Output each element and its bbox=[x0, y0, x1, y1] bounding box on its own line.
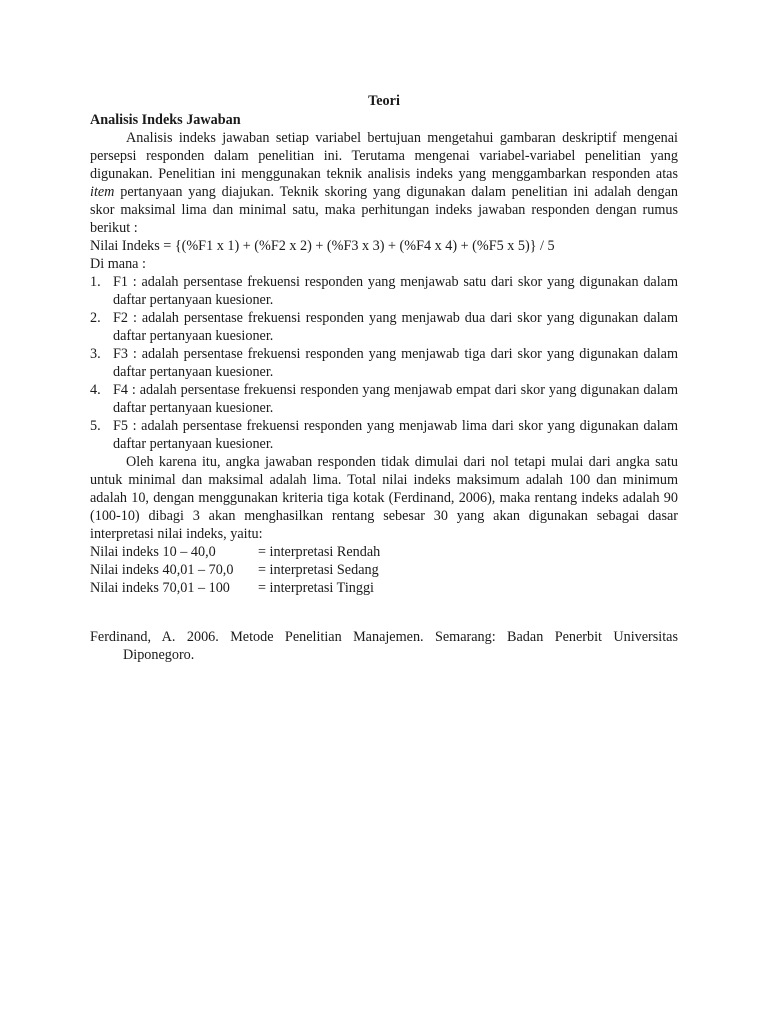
definition-text: F3 : adalah persentase frekuensi responden yang menjawab tiga dari skor yang digunakan dalam daftar pertanyaan kuesioner. bbox=[113, 346, 678, 380]
explanation-paragraph: Oleh karena itu, angka jawaban responden tidak dimulai dari nol tetapi mulai dari angka satu untuk minimal dan maksimal adalah lima. Total nilai indeks maksimum adalah 100 dan minimum adalah 10, dengan menggunakan kriteria tiga kotak (Ferdinand, 2006), maka rentang indeks adalah 90 (100-10) dibagi 3 akan menghasilkan rentang sebesar 30 yang akan digunakan sebagai dasar interpretasi nilai indeks, yaitu: bbox=[90, 454, 678, 542]
dimana-label: Di mana : bbox=[90, 256, 146, 272]
definition-text: F4 : adalah persentase frekuensi responden yang menjawab empat dari skor yang digunakan dalam daftar pertanyaan kuesioner. bbox=[113, 382, 678, 416]
definition-text: F1 : adalah persentase frekuensi responden yang menjawab satu dari skor yang digunakan dalam daftar pertanyaan kuesioner. bbox=[113, 274, 678, 308]
definition-item bbox=[90, 417, 678, 453]
definition-item bbox=[90, 381, 678, 417]
definition-text: F2 : adalah persentase frekuensi responden yang menjawab dua dari skor yang digunakan dalam daftar pertanyaan kuesioner. bbox=[113, 310, 678, 344]
intro-text-1: Analisis indeks jawaban setiap variabel bertujuan mengetahui gambaran deskriptif mengenai persepsi responden dalam penelitian ini. Terutama mengenai variabel-variabel penelitian yang digunakan. Penelitian ini menggunakan teknik analisis indeks yang menggambarkan responden atas bbox=[90, 130, 678, 182]
page-title: Teori bbox=[368, 93, 400, 109]
reference-entry: Ferdinand, A. 2006. Metode Penelitian Manajemen. Semarang: Badan Penerbit Universitas Diponegoro. bbox=[90, 629, 678, 663]
definition-number: 3. bbox=[90, 346, 101, 362]
definition-item bbox=[90, 273, 678, 309]
criteria-range: Nilai indeks 70,01 – 100 bbox=[90, 580, 230, 596]
criteria-row bbox=[90, 561, 678, 579]
definition-item bbox=[90, 309, 678, 345]
definition-number: 4. bbox=[90, 382, 101, 398]
definition-list bbox=[90, 273, 678, 453]
document-page bbox=[90, 92, 678, 597]
definition-text: F5 : adalah persentase frekuensi responden yang menjawab lima dari skor yang digunakan dalam daftar pertanyaan kuesioner. bbox=[113, 418, 678, 452]
criteria-label: = interpretasi Sedang bbox=[258, 562, 379, 578]
criteria-row bbox=[90, 543, 678, 561]
criteria-row bbox=[90, 579, 678, 597]
definition-item bbox=[90, 345, 678, 381]
criteria-label: = interpretasi Rendah bbox=[258, 544, 381, 560]
criteria-label: = interpretasi Tinggi bbox=[258, 580, 374, 596]
criteria-list bbox=[90, 543, 678, 597]
intro-paragraph bbox=[90, 129, 678, 237]
section-heading: Analisis Indeks Jawaban bbox=[90, 112, 241, 128]
intro-item-italic: item bbox=[90, 184, 115, 200]
criteria-range: Nilai indeks 40,01 – 70,0 bbox=[90, 562, 234, 578]
formula: Nilai Indeks = {(%F1 x 1) + (%F2 x 2) + (%F3 x 3) + (%F4 x 4) + (%F5 x 5)} / 5 bbox=[90, 238, 555, 254]
definition-number: 1. bbox=[90, 274, 101, 290]
intro-text-2: pertanyaan yang diajukan. Teknik skoring yang digunakan dalam penelitian ini adalah dengan skor maksimal lima dan minimal satu, maka perhitungan indeks jawaban responden dengan rumus berikut : bbox=[90, 184, 678, 236]
criteria-range: Nilai indeks 10 – 40,0 bbox=[90, 544, 216, 560]
definition-number: 2. bbox=[90, 310, 101, 326]
definition-number: 5. bbox=[90, 418, 101, 434]
